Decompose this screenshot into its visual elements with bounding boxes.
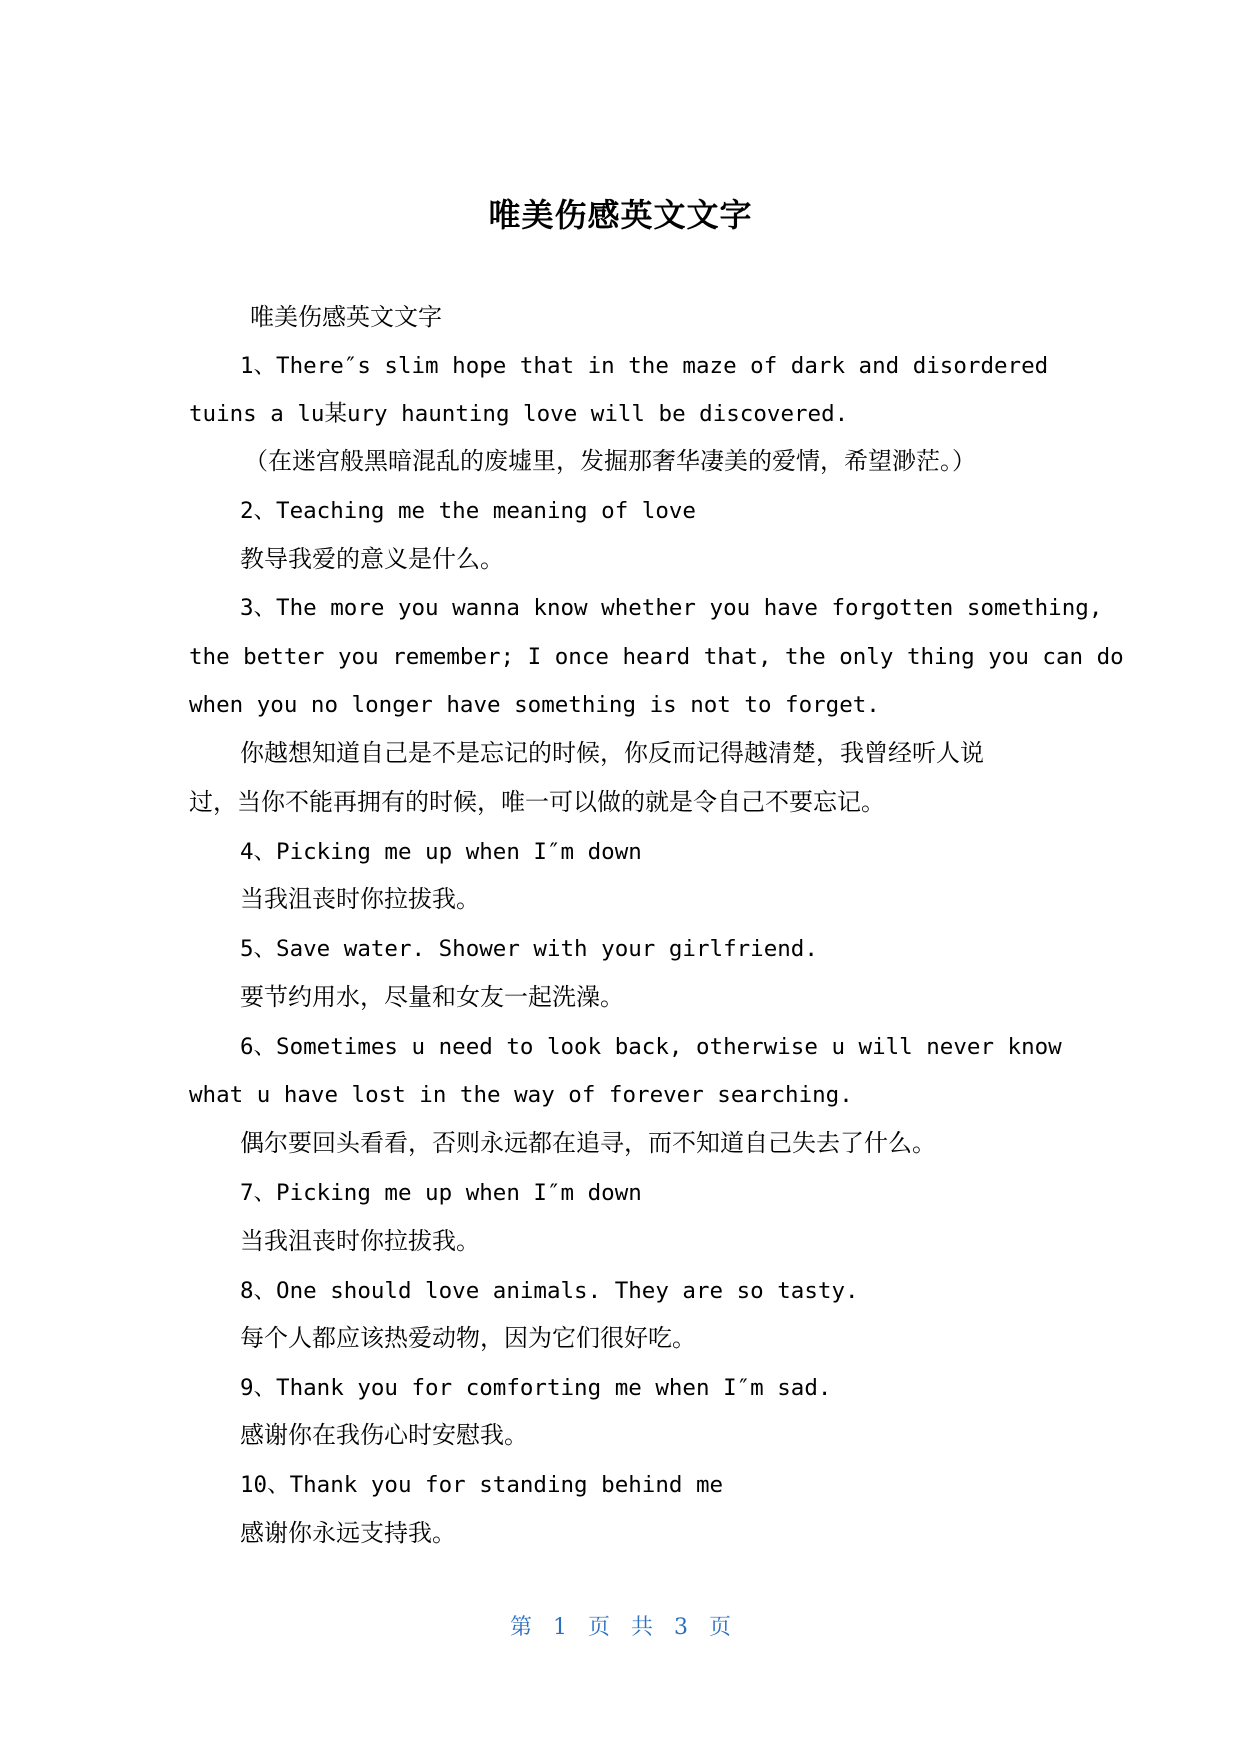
paragraph-line: when you no longer have something is not to forget. bbox=[189, 692, 880, 718]
paragraph-line: 3、The more you wanna know whether you have forgotten something, bbox=[240, 595, 1103, 621]
paragraph-line: 感谢你在我伤心时安慰我。 bbox=[240, 1421, 528, 1449]
page-number-footer: 第 1 页 共 3 页 bbox=[510, 1615, 731, 1640]
paragraph-line: 当我沮丧时你拉拔我。 bbox=[240, 1227, 480, 1255]
paragraph-line: 5、Save water. Shower with your girlfriend. bbox=[240, 936, 818, 962]
paragraph-line: 6、Sometimes u need to look back, otherwise u will never know bbox=[240, 1034, 1062, 1060]
paragraph-line: 8、One should love animals. They are so tasty. bbox=[240, 1278, 859, 1304]
paragraph-line: 你越想知道自己是不是忘记的时候，你反而记得越清楚，我曾经听人说 bbox=[240, 739, 984, 767]
paragraph-line: 每个人都应该热爱动物，因为它们很好吃。 bbox=[240, 1324, 696, 1352]
paragraph-line: 2、Teaching me the meaning of love bbox=[240, 498, 696, 524]
paragraph-line: 感谢你永远支持我。 bbox=[240, 1519, 456, 1547]
paragraph-line: （在迷宫般黑暗混乱的废墟里，发掘那奢华凄美的爱情，希望渺茫。） bbox=[244, 447, 976, 475]
document-title: 唯美伤感英文文字 bbox=[488, 196, 753, 234]
paragraph-line: 过，当你不能再拥有的时候，唯一可以做的就是令自己不要忘记。 bbox=[189, 788, 885, 816]
paragraph-line: 要节约用水，尽量和女友一起洗澡。 bbox=[240, 983, 624, 1011]
paragraph-line: tuins a lu某ury haunting love will be discovered. bbox=[189, 401, 849, 427]
paragraph-line: 7、Picking me up when I″m down bbox=[240, 1180, 642, 1206]
paragraph-line: the better you remember; I once heard that, the only thing you can do bbox=[189, 644, 1124, 670]
paragraph-line: 当我沮丧时你拉拔我。 bbox=[240, 885, 480, 913]
paragraph-line: 4、Picking me up when I″m down bbox=[240, 839, 642, 865]
paragraph-line: what u have lost in the way of forever searching. bbox=[189, 1082, 853, 1108]
paragraph-line: 教导我爱的意义是什么。 bbox=[240, 545, 504, 573]
paragraph-line: 1、There″s slim hope that in the maze of dark and disordered bbox=[240, 353, 1049, 379]
paragraph-line: 10、Thank you for standing behind me bbox=[240, 1472, 724, 1498]
paragraph-line: 9、Thank you for comforting me when I″m sad. bbox=[240, 1375, 832, 1401]
paragraph-line: 偶尔要回头看看，否则永远都在追寻，而不知道自己失去了什么。 bbox=[240, 1129, 936, 1157]
subtitle: 唯美伤感英文文字 bbox=[250, 303, 442, 331]
